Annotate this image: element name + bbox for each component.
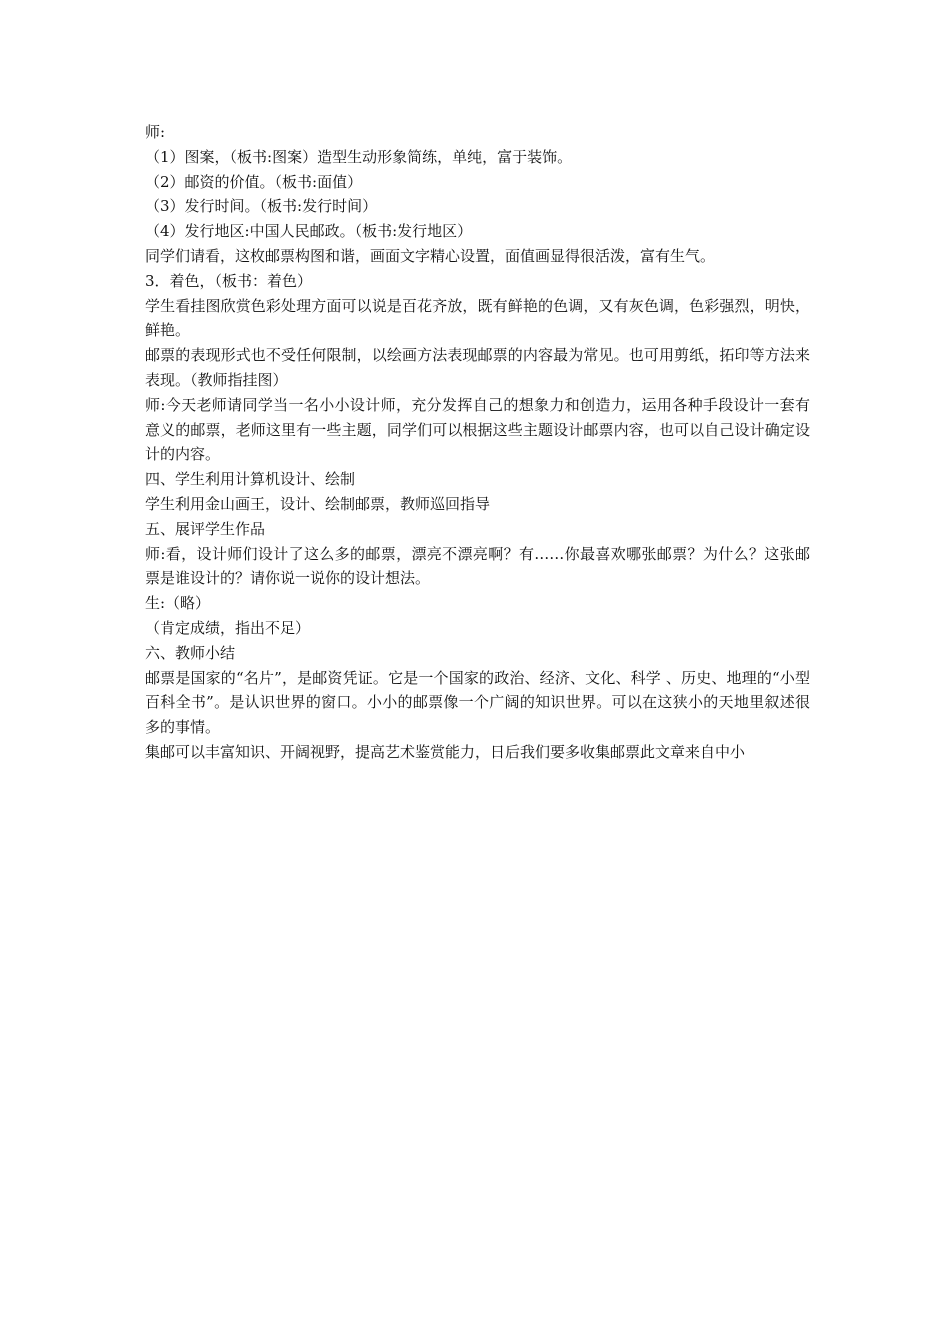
paragraph-student-answer: 生:（略） (145, 594, 211, 613)
section-heading-exhibition: 五、展评学生作品 (145, 519, 266, 538)
paragraph-computer-design: 学生利用金山画王，设计、绘制邮票，教师巡回指导 (145, 494, 491, 513)
paragraph-expression-forms: 邮票的表现形式也不受任何限制，以绘画方法表现邮票的内容最为常见。也可用剪纸，拓印等方法来表现。（教师指挂图） (145, 346, 810, 389)
paragraph-teacher-label: 师: (145, 123, 166, 141)
paragraph-stamp-summary: 邮票是国家的“名片”，是邮资凭证。它是一个国家的政治、经济、文化、科学 、历史、地理的“小型百科全书”。是认识世界的窗口。小小的邮票像一个广阔的知识世界。可以在这狭小的天地里叙述很多的事情。 (145, 668, 810, 737)
paragraph-exhibition-question: 师:看，设计师们设计了这么多的邮票，漂亮不漂亮啊？有……你最喜欢哪张邮票？为什么？这张邮票是谁设计的？请你说一说你的设计想法。 (145, 544, 810, 588)
paragraph-issue-time: （3）发行时间。（板书:发行时间） (145, 197, 378, 216)
section-heading-summary: 六、教师小结 (145, 643, 236, 662)
paragraph-issue-region: （4）发行地区:中国人民邮政。（板书:发行地区） (145, 222, 473, 241)
paragraph-color-appreciation: 学生看挂图欣赏色彩处理方面可以说是百花齐放，既有鲜艳的色调，又有灰色调，色彩强烈，明快，鲜艳。 (145, 296, 810, 340)
paragraph-coloring-heading: 3．着色，（板书：着色） (145, 271, 313, 290)
paragraph-postage-value: （2）邮资的价值。（板书:面值） (145, 172, 363, 191)
paragraph-composition: 同学们请看，这枚邮票构图和谐，画面文字精心设置，面值画显得很活泼，富有生气。 (145, 246, 716, 265)
section-heading-computer-design: 四、学生利用计算机设计、绘制 (145, 470, 356, 489)
paragraph-feedback: （肯定成绩，指出不足） (145, 618, 311, 637)
paragraph-designer-task: 师:今天老师请同学当一名小小设计师，充分发挥自己的想象力和创造力，运用各种手段设计一套有意义的邮票，老师这里有一些主题，同学们可以根据这些主题设计邮票内容，也可以自己设计确定设计的内容。 (145, 395, 810, 464)
document-body (145, 120, 810, 765)
paragraph-collecting: 集邮可以丰富知识、开阔视野，提高艺术鉴赏能力，日后我们要多收集邮票此文章来自中小 (145, 742, 746, 761)
paragraph-pattern: （1）图案，（板书:图案）造型生动形象简练，单纯，富于装饰。 (145, 147, 573, 166)
